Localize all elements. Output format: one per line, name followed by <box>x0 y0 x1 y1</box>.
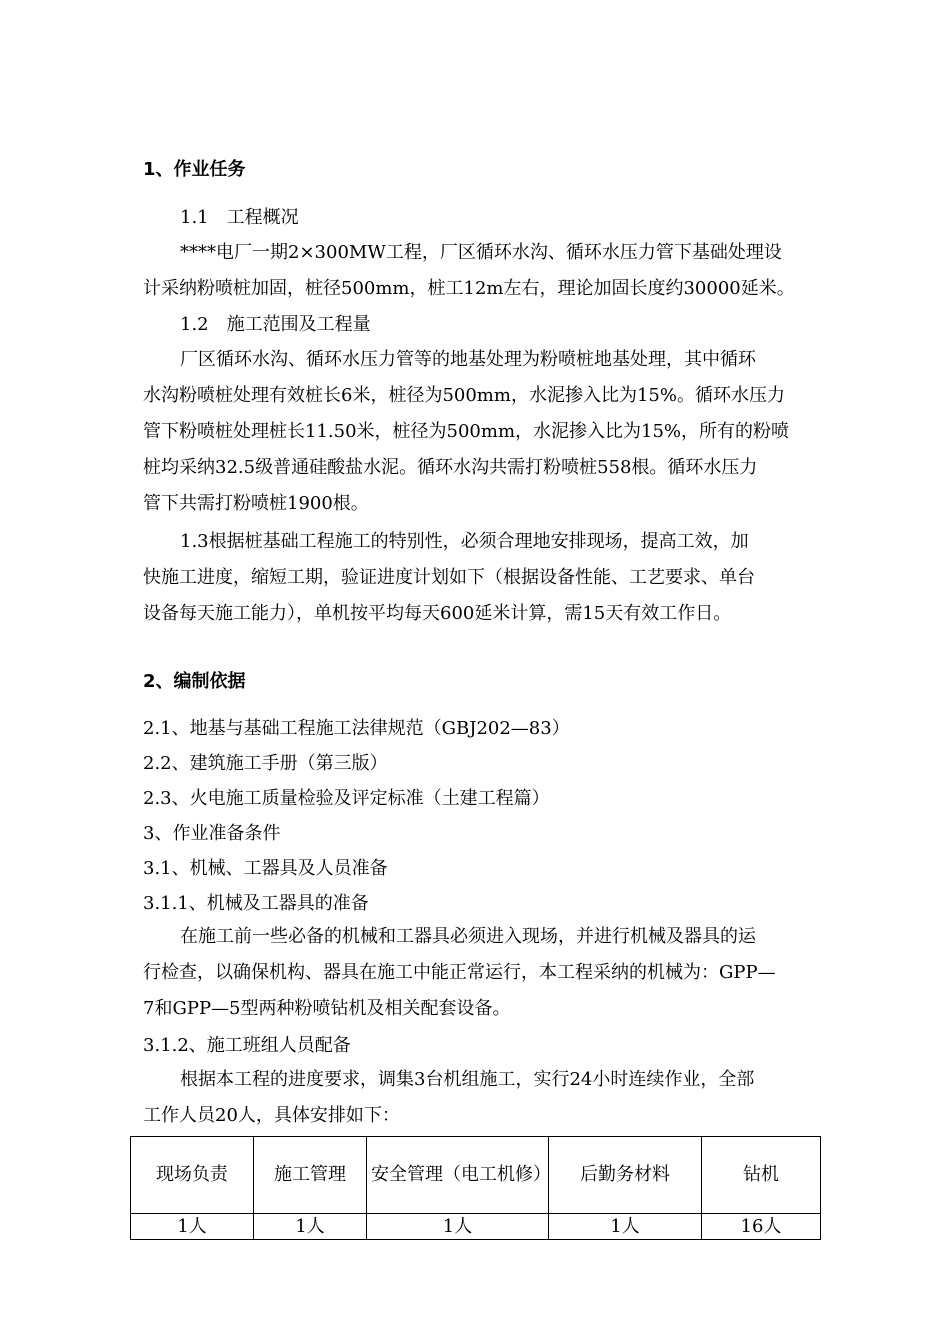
list-item: 2.3、火电施工质量检验及评定标准（土建工程篇） <box>143 788 550 809</box>
table-row <box>131 1214 821 1240</box>
staffing-table <box>130 1136 821 1240</box>
paragraph-line: 工作人员20人，具体安排如下： <box>143 1105 400 1126</box>
subsection-1-2: 1.2 施工范围及工程量 <box>180 314 371 335</box>
table-cell: 1人 <box>367 1214 549 1240</box>
section-2-title: 2、编制依据 <box>143 671 246 692</box>
table-cell: 16人 <box>702 1214 821 1240</box>
paragraph-line: 水沟粉喷桩处理有效桩长6米，桩径为500mm，水泥掺入比为15%。循环水压力 <box>143 385 785 406</box>
table-cell: 1人 <box>549 1214 702 1240</box>
list-item: 3.1.1、机械及工器具的准备 <box>143 893 369 914</box>
paragraph-line: 计采纳粉喷桩加固，桩径500mm，桩工12m左右，理论加固长度约30000延米。 <box>143 278 795 299</box>
section-1-title: 1、作业任务 <box>143 159 246 180</box>
paragraph-line: 厂区循环水沟、循环水压力管等的地基处理为粉喷桩地基处理，其中循环 <box>180 349 756 370</box>
list-item: 3.1.2、施工班组人员配备 <box>143 1035 351 1056</box>
paragraph-line: ****电厂一期2×300MW工程，厂区循环水沟、循环水压力管下基础处理设 <box>180 242 782 263</box>
paragraph-line: 7和GPP—5型两种粉喷钻机及相关配套设备。 <box>143 998 511 1019</box>
paragraph-line: 管下粉喷桩处理桩长11.50米，桩径为500mm，水泥掺入比为15%，所有的粉喷 <box>143 421 790 442</box>
table-header-cell: 现场负责 <box>131 1137 254 1214</box>
subsection-1-1: 1.1 工程概况 <box>180 207 299 228</box>
paragraph-line: 行检查，以确保机构、器具在施工中能正常运行，本工程采纳的机械为：GPP— <box>143 962 776 983</box>
list-item: 3.1、机械、工器具及人员准备 <box>143 858 388 879</box>
table-header-cell: 施工管理 <box>254 1137 367 1214</box>
list-item: 3、作业准备条件 <box>143 823 281 844</box>
table-header-cell: 后勤务材料 <box>549 1137 702 1214</box>
paragraph-line: 1.3根据桩基础工程施工的特别性，必须合理地安排现场，提高工效，加 <box>180 531 749 552</box>
table-cell: 1人 <box>254 1214 367 1240</box>
table-cell: 1人 <box>131 1214 254 1240</box>
paragraph-line: 管下共需打粉喷桩1900根。 <box>143 493 369 514</box>
paragraph-line: 在施工前一些必备的机械和工器具必须进入现场，并进行机械及器具的运 <box>180 926 756 947</box>
list-item: 2.2、建筑施工手册（第三版） <box>143 753 388 774</box>
paragraph-line: 桩均采纳32.5级普通硅酸盐水泥。循环水沟共需打粉喷桩558根。循环水压力 <box>143 457 758 478</box>
table-header-cell: 钻机 <box>702 1137 821 1214</box>
paragraph-line: 设备每天施工能力），单机按平均每天600延米计算，需15天有效工作日。 <box>143 603 732 624</box>
paragraph-line: 快施工进度，缩短工期，验证进度计划如下（根据设备性能、工艺要求、单台 <box>143 567 755 588</box>
table-header-row <box>131 1137 821 1214</box>
paragraph-line: 根据本工程的进度要求，调集3台机组施工，实行24小时连续作业，全部 <box>180 1069 755 1090</box>
table-header-cell: 安全管理（电工机修） <box>367 1137 549 1214</box>
list-item: 2.1、地基与基础工程施工法律规范（GBJ202—83） <box>143 718 570 739</box>
